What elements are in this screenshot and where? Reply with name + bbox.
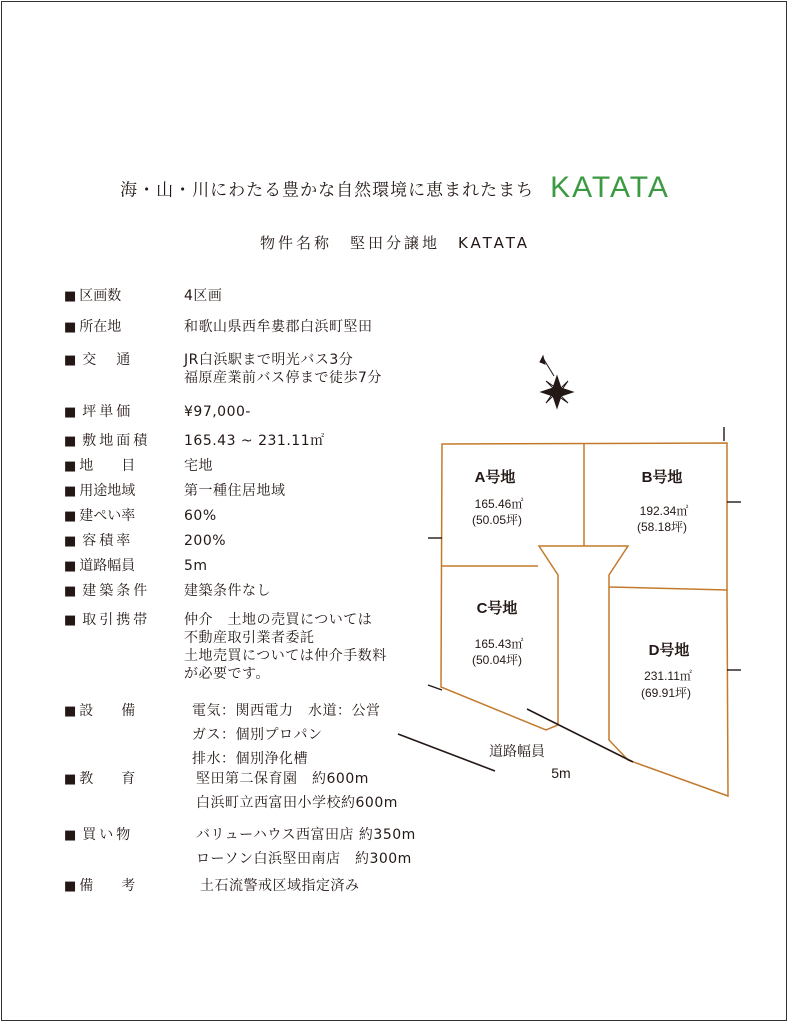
info-value: 200%	[184, 533, 227, 549]
info-label: ■ 設 備	[64, 699, 135, 724]
info-value: ¥97,000-	[184, 404, 251, 420]
info-label: ■ 取引携帯	[64, 611, 150, 630]
info-value: 和歌山県西牟婁郡白浜町堅田	[184, 319, 373, 335]
plot-b-area: 192.34㎡	[639, 504, 689, 518]
info-value: バリューハウス西富田店 約350m ローソン白浜堅田南店 約300m	[196, 827, 416, 867]
plot-labels	[472, 468, 692, 781]
info-value: 60%	[184, 508, 217, 524]
north-arrow-icon	[540, 356, 573, 408]
plot-b-name: B号地	[641, 469, 683, 486]
tick-mark	[428, 685, 442, 690]
info-value: 電気：関西電力 水道：公営 ガス：個別プロパン 排水：個別浄化槽	[192, 703, 381, 767]
info-label: ■ 所在地	[64, 318, 121, 337]
lot-boundaries	[441, 443, 728, 796]
info-value: 堅田第二保育園 約600m 白浜町立西富田小学校約600m	[196, 771, 398, 811]
plot-d-name: D号地	[648, 642, 690, 659]
info-value: 4区画	[184, 288, 223, 304]
info-label: ■ 用途地域	[64, 482, 135, 501]
info-label: ■ 道路幅員	[64, 557, 135, 576]
info-value: 第一種住居地域	[184, 483, 286, 499]
info-value: 宅地	[184, 458, 213, 474]
tagline: 海・山・川にわたる豊かな自然環境に恵まれたまち	[120, 180, 535, 201]
road-edge-line	[398, 734, 495, 771]
road-label: 道路幅員	[489, 743, 545, 759]
info-label: ■ 建ぺい率	[64, 507, 135, 526]
info-value: 165.43 ~ 231.11㎡	[184, 433, 325, 449]
plot-a-area: 165.46㎡	[474, 497, 524, 511]
info-label: ■ 備 考	[64, 877, 135, 896]
info-label: ■ 容積率	[64, 532, 133, 551]
road-width: 5m	[551, 765, 571, 781]
info-value: 仲介 土地の売買については 不動産取引業者委託 土地売買については仲介手数料 が必要です。	[184, 612, 387, 682]
plot-c-area: 165.43㎡	[474, 637, 524, 651]
info-label: ■ 教 育	[64, 767, 135, 792]
plot-c-tsubo: (50.04坪)	[471, 653, 523, 667]
info-value: 5m	[184, 558, 208, 574]
info-label: ■ 区画数	[64, 287, 121, 306]
info-label: ■ 交 通	[64, 351, 133, 370]
info-label: ■ 坪単価	[64, 403, 133, 422]
info-label: ■ 地 目	[64, 457, 135, 476]
plot-a-tsubo: (50.05坪)	[471, 513, 523, 527]
plot-d-tsubo: (69.91坪)	[640, 686, 692, 700]
plot-d-area: 231.11㎡	[644, 669, 692, 683]
info-label: ■ 敷地面積	[64, 432, 150, 451]
info-label: ■ 買い物	[64, 823, 133, 848]
info-value: 土石流警戒区域指定済み	[200, 878, 360, 894]
info-value: JR白浜駅まで明光バス3分 福原産業前バス停まで徒歩7分	[184, 352, 382, 386]
brand-title: KATATA	[550, 171, 670, 204]
property-name: 物件名称 堅田分譲地 KATATA	[259, 234, 531, 252]
plot-c-name: C号地	[476, 600, 518, 617]
info-value: 建築条件なし	[184, 583, 271, 599]
plot-b-tsubo: (58.18坪)	[636, 520, 688, 534]
plot-a-name: A号地	[474, 469, 516, 486]
info-label: ■ 建築条件	[64, 582, 150, 601]
